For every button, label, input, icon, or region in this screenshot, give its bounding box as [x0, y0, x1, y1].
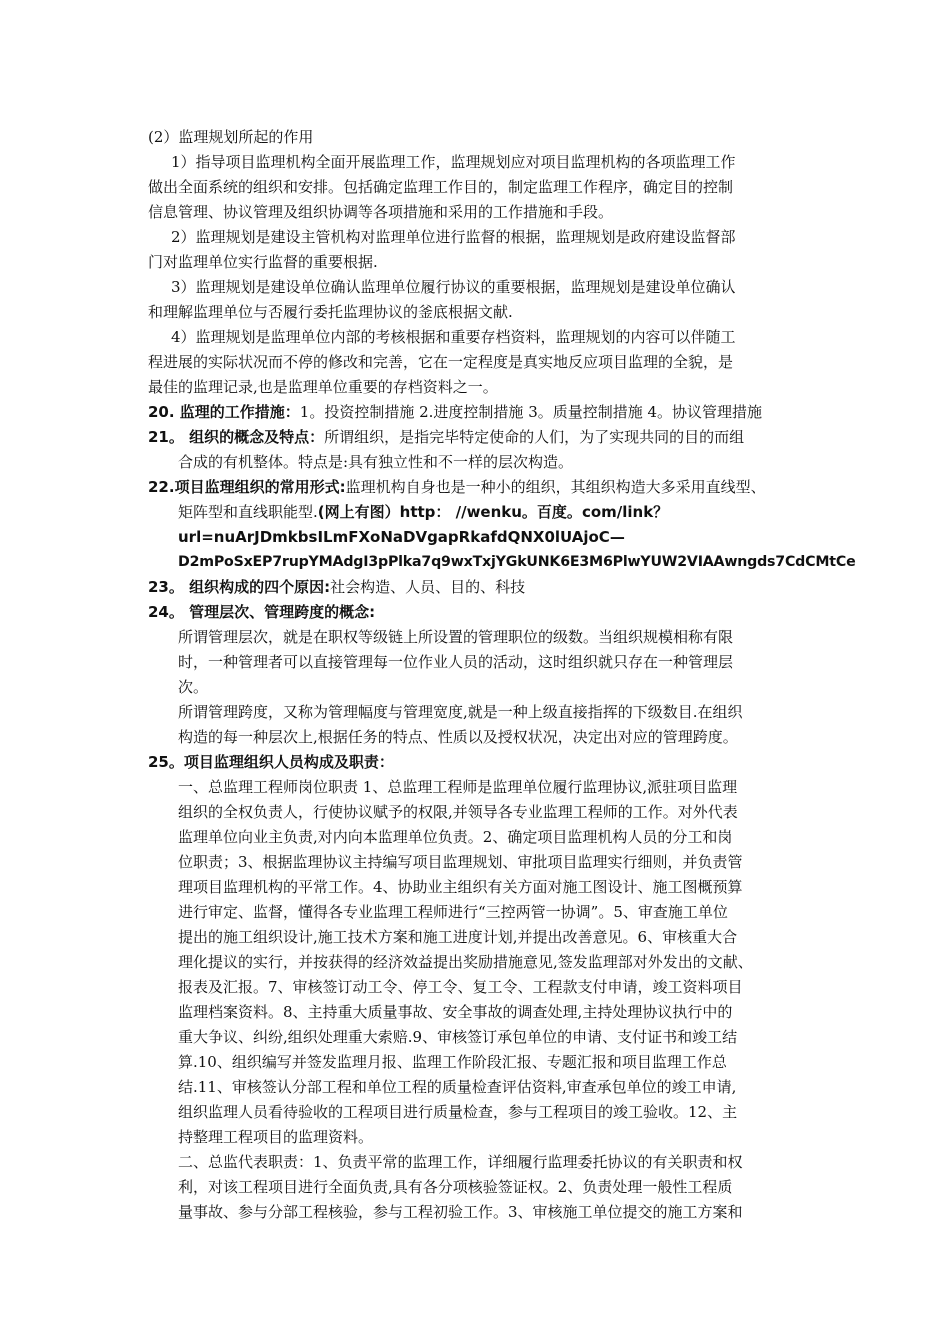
paragraph-line: 算.10、组织编写并签发监理月报、监理工作阶段汇报、专题汇报和项目监理工作总 [178, 1053, 727, 1071]
item-22-text: 监理机构自身也是一种小的组织，其组织构造大多采用直线型、 [345, 478, 766, 496]
paragraph-line: 量事故、参与分部工程核验，参与工程初验工作。3、审核施工单位提交的施工方案和 [178, 1203, 743, 1221]
paragraph-line: 所谓管理层次，就是在职权等级链上所设置的管理职位的级数。当组织规模相称有限 [178, 628, 734, 646]
paragraph-line: 所谓管理跨度，又称为管理幅度与管理宽度,就是一种上级直接指挥的下级数目.在组织 [178, 703, 743, 721]
paragraph-line: 理项目监理机构的平常工作。4、协助业主组织有关方面对施工图设计、施工图概预算 [178, 878, 743, 896]
paragraph-line: 结.11、审核签认分部工程和单位工程的质量检查评估资料,审查承包单位的竣工申请, [178, 1078, 737, 1096]
item-22-text-2: 矩阵型和直线职能型. [178, 503, 318, 521]
paragraph-line: 报表及汇报。7、审核签订动工令、停工令、复工令、工程款支付申请，竣工资料项目 [178, 978, 743, 996]
paragraph-line: 进行审定、监督，懂得各专业监理工程师进行“三控两管一协调”。5、审查施工单位 [178, 903, 728, 921]
paragraph-line: 二、总监代表职责：1、负责平常的监理工作，详细履行监理委托协议的有关职责和权 [178, 1153, 743, 1171]
item-23 [148, 575, 525, 600]
paragraph-line: 组织的全权负责人，行使协议赋予的权限,并领导各专业监理工程师的工作。对外代表 [178, 803, 738, 821]
item-20-text: 1。投资控制措施 2.进度控制措施 3。质量控制措施 4。协议管理措施 [299, 403, 763, 421]
paragraph-line: 程进展的实际状况而不停的修改和完善，它在一定程度是真实地反应项目监理的全貌，是 [148, 353, 734, 371]
item-24-heading: 24。 管理层次、管理跨度的概念: [148, 603, 376, 621]
item-22-link-2: url=nuArJDmkbsILmFXoNaDVgapRkafdQNX0lUAjoC— [178, 528, 625, 546]
paragraph-line: 监理单位向业主负责,对内向本监理单位负责。2、确定项目监理机构人员的分工和岗 [178, 828, 733, 846]
paragraph-line: 时，一种管理者可以直接管理每一位作业人员的活动，这时组织就只存在一种管理层 [178, 653, 734, 671]
paragraph-line: 合成的有机整体。特点是:具有独立性和不一样的层次构造。 [178, 453, 574, 471]
item-20-heading: 20. 监理的工作措施： [148, 403, 300, 421]
item-22-heading: 22.项目监理组织的常用形式: [148, 478, 346, 496]
paragraph-line: 次。 [178, 678, 209, 696]
item-21-text: 所谓组织，是指完毕特定使命的人们，为了实现共同的目的而组 [324, 428, 745, 446]
paragraph-line: 4）监理规划是监理单位内部的考核根据和重要存档资料，监理规划的内容可以伴随工 [171, 328, 736, 346]
item-21-heading: 21。 组织的概念及特点： [148, 428, 325, 446]
item-25-heading: 25。项目监理组织人员构成及职责： [148, 753, 394, 771]
item-23-text: 社会构造、人员、目的、科技 [330, 578, 526, 596]
paragraph-line: 构造的每一种层次上,根据任务的特点、性质以及授权状况，决定出对应的管理跨度。 [178, 728, 738, 746]
paragraph-line: 做出全面系统的组织和安排。包括确定监理工作目的，制定监理工作程序，确定目的控制 [148, 178, 734, 196]
paragraph-line: 2）监理规划是建设主管机构对监理单位进行监督的根据，监理规划是政府建设监督部 [171, 228, 736, 246]
paragraph-line: 利，对该工程项目进行全面负责,具有各分项核验签证权。2、负责处理一般性工程质 [178, 1178, 733, 1196]
item-22-link-3: D2mPoSxEP7rupYMAdgI3pPlka7q9wxTxjYGkUNK6E3M6PlwYUW2VIAAwngds7CdCMtCe [178, 554, 856, 570]
paragraph-line: 门对监理单位实行监督的重要根据. [148, 253, 378, 271]
paragraph-line: 提出的施工组织设计,施工技术方案和施工进度计划,并提出改善意见。6、审核重大合 [178, 928, 738, 946]
item-22 [148, 475, 766, 500]
paragraph-line: 重大争议、纠纷,组织处理重大索赔.9、审核签订承包单位的申请、支付证书和竣工结 [178, 1028, 738, 1046]
item-21 [148, 425, 744, 450]
paragraph-line: 位职责；3、根据监理协议主持编写项目监理规划、审批项目监理实行细则，并负责管 [178, 853, 743, 871]
section-heading: (2）监理规划所起的作用 [148, 128, 314, 146]
item-20 [148, 400, 762, 425]
paragraph-line: 持整理工程项目的监理资料。 [178, 1128, 374, 1146]
paragraph-line: 组织监理人员看待验收的工程项目进行质量检查，参与工程项目的竣工验收。12、主 [178, 1103, 738, 1121]
paragraph-line: 理化提议的实行，并按获得的经济效益提出奖励措施意见,签发监理部对外发出的文献、 [178, 953, 753, 971]
item-22-link-1: (网上有图）http： //wenku。百度。com/link？ [317, 503, 669, 521]
paragraph-line: 监理档案资料。8、主持重大质量事故、安全事故的调查处理,主持处理协议执行中的 [178, 1003, 733, 1021]
item-22-line-2 [178, 500, 668, 525]
paragraph-line: 最佳的监理记录,也是监理单位重要的存档资料之一。 [148, 378, 498, 396]
item-23-heading: 23。 组织构成的四个原因: [148, 578, 331, 596]
paragraph-line: 信息管理、协议管理及组织协调等各项措施和采用的工作措施和手段。 [148, 203, 614, 221]
paragraph-line: 一、总监理工程师岗位职责 1、总监理工程师是监理单位履行监理协议,派驻项目监理 [178, 778, 738, 796]
paragraph-line: 和理解监理单位与否履行委托监理协议的釜底根据文献. [148, 303, 513, 321]
paragraph-line: 1）指导项目监理机构全面开展监理工作，监理规划应对项目监理机构的各项监理工作 [171, 153, 736, 171]
paragraph-line: 3）监理规划是建设单位确认监理单位履行协议的重要根据，监理规划是建设单位确认 [171, 278, 736, 296]
